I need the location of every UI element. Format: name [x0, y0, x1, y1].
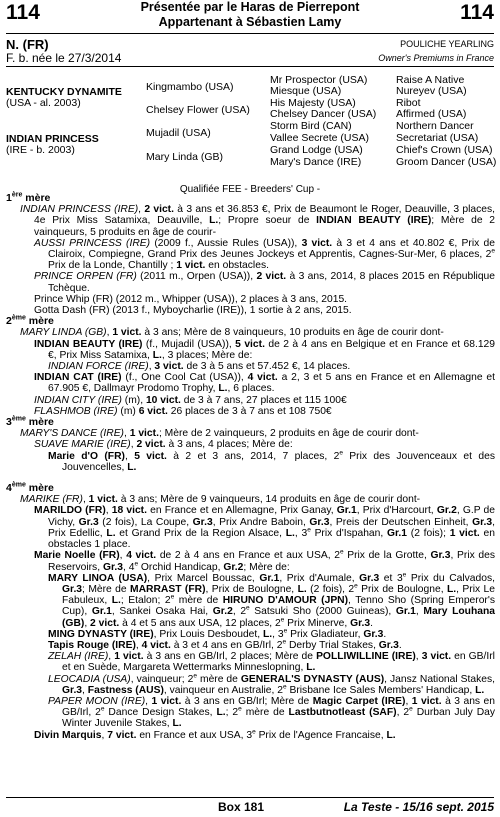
dam-info: (IRE - b. 2003) — [6, 144, 75, 156]
pedigree-gen3: Miesque (USA) — [270, 85, 342, 97]
pedigree-gen4: Chief's Crown (USA) — [396, 144, 493, 156]
paragraph: PRINCE ORPEN (FR) (2011 m., Orpen (USA)), 2 vict. à 3 ans, 2014, 8 places 2015 en République Tchèque. — [34, 271, 495, 294]
produce-record — [6, 193, 495, 741]
pedigree-gen4: Groom Dancer (USA) — [396, 156, 497, 168]
paragraph: Marie d'O (FR), 5 vict. à 2 et 3 ans, 2014, 7 places, 2e Prix des Jouvenceaux et des Jouvencelles, L. — [48, 449, 495, 473]
footer-rule — [6, 797, 494, 798]
pedigree-gen2: Mary Linda (GB) — [146, 151, 224, 163]
dam-name: INDIAN PRINCESS — [6, 133, 99, 145]
paragraph: INDIAN CAT (IRE) (f., One Cool Cat (USA)), 4 vict. a 2, 3 et 5 ans en France et en Allemagne et 67.905 €, Dallmayr Prodomo Trophy, L., 6 places. — [34, 372, 495, 395]
pedigree-gen4: Secretariat (USA) — [396, 132, 479, 144]
paragraph: ZELAH (IRE), 1 vict. à 3 ans en GB/Irl, 2 places; Mère de POLLIWILLINE (IRE), 3 vict. en GB/Irl et en Suède, Margareta Wettermarks Minneslopning, L. — [48, 651, 495, 674]
paragraph: INDIAN CITY (IRE) (m), 10 vict. de 3 à 7 ans, 27 places et 115 100€ — [34, 394, 347, 406]
pedigree-rule — [6, 66, 494, 67]
section-fourth-dam: 4ème mère — [6, 481, 54, 495]
pedigree-gen4: Affirmed (USA) — [396, 108, 467, 120]
pedigree-gen3: Vallee Secrete (USA) — [270, 132, 370, 144]
section-third-dam: 3ème mère — [6, 415, 54, 429]
horse-name: N. (FR) — [6, 37, 49, 52]
lot-number-right: 114 — [460, 1, 494, 24]
pedigree-gen3: Mary's Dance (IRE) — [270, 156, 362, 168]
sire-info: (USA - al. 2003) — [6, 97, 81, 109]
pedigree-gen4: Nureyev (USA) — [396, 85, 467, 97]
paragraph: LEOCADIA (USA), vainqueur; 2e mère de GENERAL'S DYNASTY (AUS), Jansz National Stakes, Gr.3, Fastness (AUS), vainqueur en Australie, 2e Brisbane Ice Sales Members' Handicap, L. — [48, 672, 496, 696]
paragraph: Marie Noelle (FR), 4 vict. de 2 à 4 ans en France et aux USA, 2e Prix de la Grotte, Gr.3, Prix des Reservoirs, Gr.3, 4e Orchid Handicap, Gr.2; Mère de: — [34, 548, 495, 573]
pedigree-gen2: Chelsey Flower (USA) — [146, 104, 250, 116]
paragraph: MARY LINOA (USA), Prix Marcel Boussac, Gr.1, Prix d'Aumale, Gr.3 et 3e Prix du Calvados, Gr.3; Mère de MARRAST (FR), Prix de Boulogne, L. (2 fois), 2e Prix de Boulogne, L., Prix Le Fabuleux, L.; Etalon; 2e mère de HIRUNO D'AMOUR (JPN), Tenno Sho (Spring Emperor's Cup), Gr.1, Sankei Osaka Hai, Gr.2, 2e Satsuki Sho (2000 Guineas), Gr.1, Mary Louhana (GB), 2 vict. à 4 et 5 ans aux USA, 12 places, 2e Prix Minerve, Gr.3. — [48, 571, 495, 629]
paragraph: INDIAN BEAUTY (IRE) (f., Mujadil (USA)), 5 vict. de 2 à 4 ans en Belgique et en France et 68.129 €, Prix Miss Satamixa, L., 3 places; Mère de: — [34, 338, 496, 361]
paragraph: MARIKE (FR), 1 vict. à 3 ans; Mère de 9 vainqueurs, 14 produits en âge de courir dont- — [20, 494, 421, 506]
consignor-line: Présentée par le Haras de Pierrepont — [140, 0, 360, 14]
paragraph: FLASHMOB (IRE) (m) 6 vict. 26 places de 3 à 7 ans et 108 750€ — [34, 405, 332, 417]
paragraph: MING DYNASTY (IRE), Prix Louis Desboudet, L., 3e Prix Gladiateur, Gr.3. — [48, 627, 387, 640]
paragraph: MARY LINDA (GB), 1 vict. à 3 ans; Mère de 8 vainqueurs, 10 produits en âge de courir dont- — [20, 327, 444, 339]
pedigree-gen2: Mujadil (USA) — [146, 127, 211, 139]
pedigree-gen3: Grand Lodge (USA) — [270, 144, 363, 156]
paragraph: AUSSI PRINCESS (IRE) (2009 f., Aussie Rules (USA)), 3 vict. à 3 et 4 ans et 40.802 €, Prix de Clairoix, Compiegne, Grand Prix des Jeunes Jockeys et Apprentis, Cagnes-Sur-Mer, 6 places, 2e Prix de la Londe, Chantilly ; 1 vict. en obstacles. — [34, 237, 495, 272]
pedigree-gen3: Chelsey Dancer (USA) — [270, 108, 377, 120]
paragraph: Gotta Dash (FR) (2013 f., Myboycharlie (IRE)), 1 sortie à 2 ans, 2015. — [34, 305, 352, 317]
header-rule — [6, 33, 494, 34]
pedigree-gen3: Storm Bird (CAN) — [270, 120, 352, 132]
owner-line: Appartenant à Sébastien Lamy — [158, 15, 342, 29]
paragraph: PAPER MOON (IRE), 1 vict. à 3 ans en GB/Irl; Mère de Magic Carpet (IRE), 1 vict. à 3 ans en GB/Irl, 2e Dance Design Stakes, L.; 2e mère de Lastbutnotleast (SAF), 2e Durban July Day Winter Juvenile Stakes, L. — [48, 695, 496, 730]
sale-info: La Teste - 15/16 sept. 2015 — [343, 800, 494, 814]
paragraph: Tapis Rouge (IRE), 4 vict. à 3 et 4 ans en GB/Irl, 2e Derby Trial Stakes, Gr.3. — [48, 638, 402, 651]
pedigree-gen2: Kingmambo (USA) — [146, 81, 234, 93]
horse-category: POULICHE YEARLING — [400, 39, 494, 49]
pedigree-gen4: Northern Dancer — [396, 120, 474, 132]
paragraph: SUAVE MARIE (IRE), 2 vict. à 3 ans, 4 places; Mère de: — [34, 439, 293, 451]
paragraph: INDIAN PRINCESS (IRE), 2 vict. à 3 ans et 36.853 €, Prix de Beaumont le Roger, Deauville, 3 places, 4e Prix Miss Satamixa, Deauville, L.; Propre soeur de INDIAN BEAUTY (IRE); Mère de 2 vainqueurs, 5 produits en âge de courir- — [20, 204, 496, 238]
premium-scheme: Owner's Premiums in France — [378, 53, 494, 63]
box-number: Box 181 — [218, 800, 265, 814]
section-second-dam: 2ème mère — [6, 314, 54, 328]
pedigree-gen4: Ribot — [396, 97, 421, 109]
pedigree-gen4: Raise A Native — [396, 74, 465, 86]
horse-birth: F. b. née le 27/3/2014 — [6, 51, 122, 65]
qualification: Qualifiée FEE - Breeders' Cup - — [179, 184, 321, 195]
paragraph: Prince Whip (FR) (2012 m., Whipper (USA)), 2 places à 3 ans, 2015. — [34, 293, 348, 305]
pedigree-gen3: His Majesty (USA) — [270, 97, 356, 109]
lot-number-left: 114 — [6, 1, 40, 24]
paragraph: MARY'S DANCE (IRE), 1 vict.; Mère de 2 vainqueurs, 2 produits en âge de courir dont- — [20, 428, 419, 440]
sire-name: KENTUCKY DYNAMITE — [6, 86, 122, 98]
paragraph: MARILDO (FR), 18 vict. en France et en Allemagne, Prix Ganay, Gr.1, Prix d'Harcourt, Gr.2, G.P de Vichy, Gr.3 (2 fois), La Coupe, Gr.3, Prix Andre Baboin, Gr.3, Preis der Deutschen Einheit, Gr.3, Prix Edellic, L. et Grand Prix de la Region Alsace, L., 3e Prix d'Ispahan, Gr.1 (2 fois); 1 vict. en obstacles 1 place. — [34, 505, 495, 551]
section-first-dam: 1ère mère — [6, 191, 51, 204]
paragraph: INDIAN FORCE (IRE), 3 vict. de 3 à 5 ans et 57.452 €, 14 places. — [48, 361, 351, 373]
pedigree-gen3: Mr Prospector (USA) — [270, 74, 368, 86]
paragraph: Divin Marquis, 7 vict. en France et aux USA, 3e Prix de l'Agence Francaise, L. — [34, 728, 396, 741]
